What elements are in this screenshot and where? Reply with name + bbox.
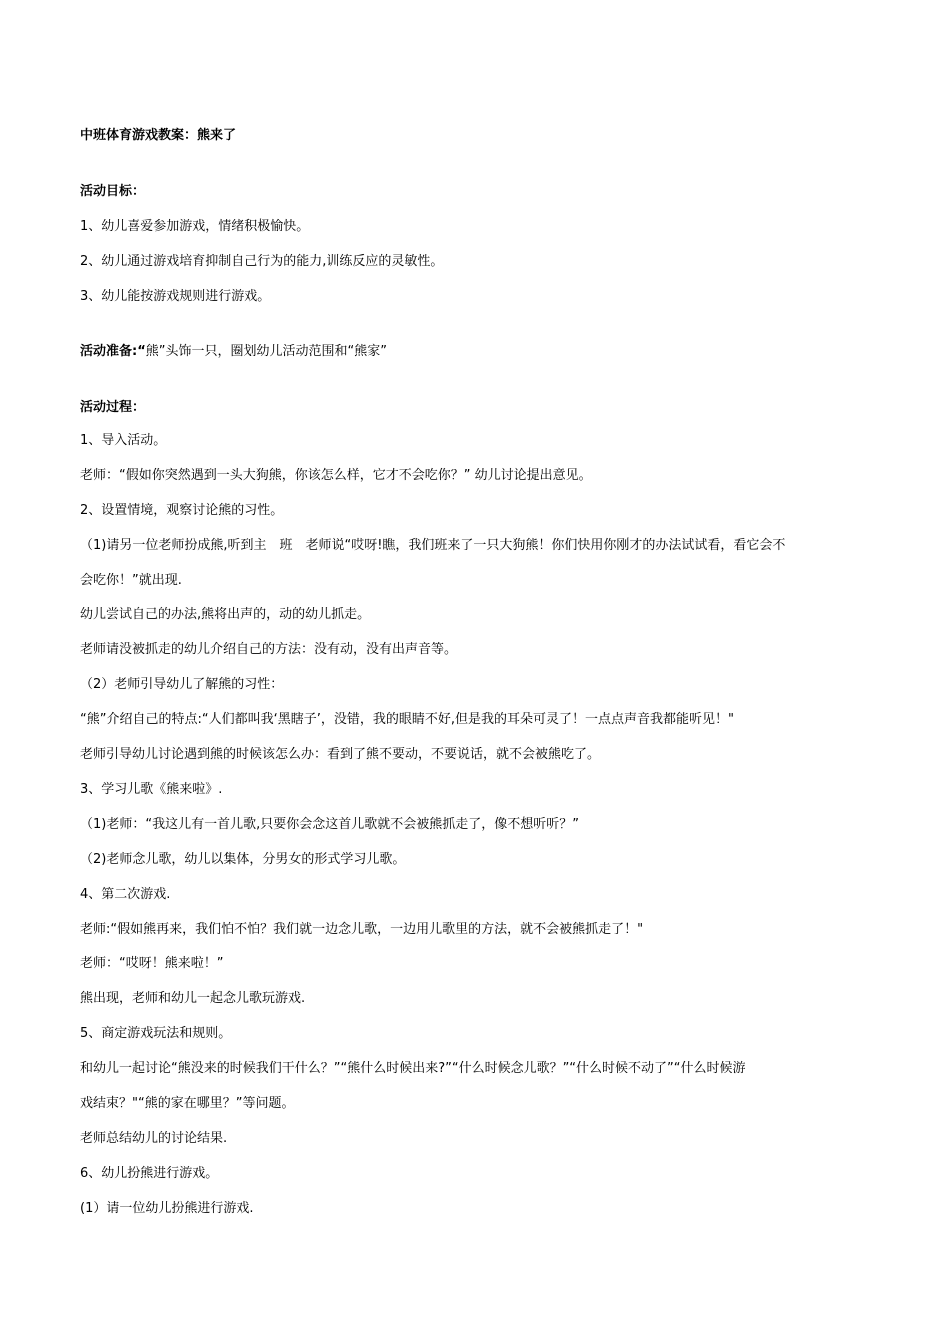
process-line: 老师:“假如熊再来，我们怕不怕？我们就一边念儿歌，一边用儿歌里的方法，就不会被熊抓走了！": [80, 922, 644, 937]
process-line: （1)请另一位老师扮成熊,听到主 班 老师说“哎呀!瞧，我们班来了一只大狗熊！你们快用你刚才的办法试试看，看它会不: [80, 538, 786, 553]
goal-item: 2、幼儿通过游戏培育抑制自己行为的能力,训练反应的灵敏性。: [80, 254, 444, 269]
goal-item: 3、幼儿能按游戏规则进行游戏。: [80, 289, 271, 304]
process-line: 4、第二次游戏.: [80, 887, 171, 902]
process-line: 熊出现，老师和幼儿一起念儿歌玩游戏.: [80, 991, 306, 1006]
process-line: 和幼儿一起讨论“熊没来的时候我们干什么？”“熊什么时候出来?”“什么时候念儿歌？”“什么时候不动了”“什么时候游: [80, 1061, 746, 1076]
process-line: 3、学习儿歌《熊来啦》.: [80, 782, 223, 797]
process-line: 老师总结幼儿的讨论结果.: [80, 1131, 228, 1146]
process-line: （2)老师念儿歌，幼儿以集体，分男女的形式学习儿歌。: [80, 852, 406, 867]
process-line: （1)老师：“我这儿有一首儿歌,只要你会念这首儿歌就不会被熊抓走了，像不想听听？”: [80, 817, 579, 832]
process-line: 戏结束？"“熊的家在哪里？”等问题。: [80, 1096, 295, 1111]
process-line: 老师：“哎呀！熊来啦！”: [80, 956, 224, 971]
goal-item: 1、幼儿喜爱参加游戏，情绪积极愉快。: [80, 219, 310, 234]
document-title: 中班体育游戏教案：熊来了: [80, 128, 237, 143]
process-line: “熊”介绍自己的特点:“人们都叫我‘黑瞎子’，没错，我的眼睛不好,但是我的耳朵可灵了！一点点声音我都能听见！": [80, 712, 734, 727]
process-line: 6、幼儿扮熊进行游戏。: [80, 1166, 219, 1181]
goals-heading: 活动目标：: [80, 184, 146, 199]
process-line: 老师引导幼儿讨论遇到熊的时候该怎么办：看到了熊不要动，不要说话，就不会被熊吃了。: [80, 747, 601, 762]
process-line: 老师请没被抓走的幼儿介绍自己的方法：没有动，没有出声音等。: [80, 642, 458, 657]
process-line: 会吃你！”就出现.: [80, 573, 182, 588]
process-line: （2）老师引导幼儿了解熊的习性：: [80, 677, 284, 692]
process-line: 老师：“假如你突然遇到一头大狗熊，你该怎么样，它才不会吃你？” 幼儿讨论提出意见。: [80, 468, 592, 483]
preparation-line: [80, 342, 880, 362]
process-line: (1）请一位幼儿扮熊进行游戏.: [80, 1201, 254, 1216]
process-line: 5、商定游戏玩法和规则。: [80, 1026, 232, 1041]
process-line: 幼儿尝试自己的办法,熊将出声的，动的幼儿抓走。: [80, 607, 371, 622]
preparation-label: 活动准备:“: [80, 344, 146, 359]
process-line: 1、导入活动。: [80, 433, 167, 448]
preparation-text: 熊”头饰一只，圈划幼儿活动范围和“熊家”: [145, 344, 387, 359]
process-heading: 活动过程：: [80, 400, 146, 415]
process-line: 2、设置情境，观察讨论熊的习性。: [80, 503, 284, 518]
